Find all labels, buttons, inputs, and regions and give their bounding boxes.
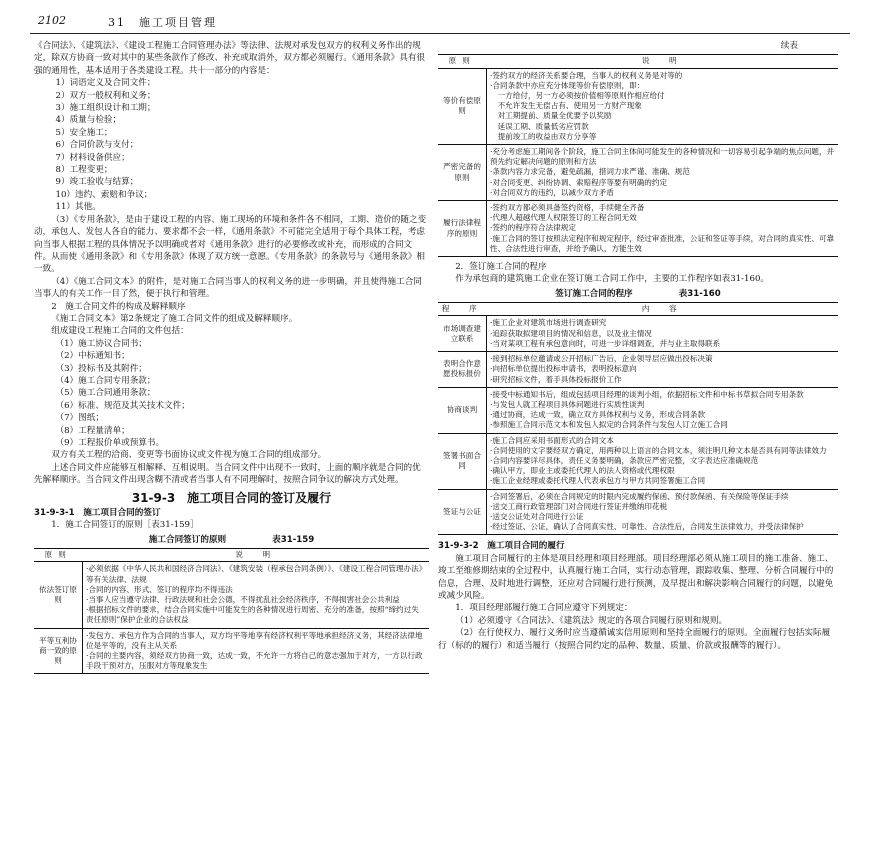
table-row (438, 68, 838, 144)
cell-line: ·合同使用的文字要经双方确定，用两种以上语言的合同文本，须注明几种文本是否具有同等法律效力 (490, 445, 827, 455)
column-header: 原则 (438, 55, 487, 68)
subsection-title: 31-9-3-2 施工项目合同的履行 (438, 541, 565, 552)
table-159 (34, 548, 429, 674)
list-item: 1）词语定义及合同文件； (55, 78, 156, 89)
table-159-continued (438, 54, 838, 257)
content-cell (487, 387, 839, 433)
header-rule (30, 33, 850, 34)
cell-line: ·当对某项工程有承包意向时，可进一步详细调查，并与业主取得联系 (490, 338, 721, 348)
cell-line: ·合同签署后，必须在合同规定的时限内完成履约保函、预付款保函、有关保险等保证手续 (490, 491, 789, 501)
cell-line: 对工期提前、质量全优要予以奖励 (490, 111, 612, 121)
cell-line: ·接到招标单位邀请或公开招标广告后，企业领导层应做出投标决策 (490, 354, 713, 364)
continued-label: 续表 (780, 41, 798, 51)
table-caption-text: 签订施工合同的程序 (555, 288, 633, 299)
general-clauses-list (34, 77, 429, 213)
list-item: （5）施工合同通用条款； (55, 388, 156, 399)
table-number: 表31-160 (678, 288, 721, 299)
list-item: （4）施工合同专用条款； (55, 375, 156, 386)
principle-cell: 等价有偿原则 (438, 68, 487, 144)
table-row (438, 489, 838, 535)
list-item: （6）标准、规范及其关技术文件； (55, 400, 190, 411)
cell-line: ·经过签证、公证，确认了合同真实性、可靠性、合法性后，合同发生法律效力，并受法律保护 (490, 522, 804, 532)
paragraph: 作为承包商的建筑施工企业在签订施工合同工作中，主要的工作程序如表31-160。 (455, 274, 770, 285)
cell-line: ·合同内容要详尽具体，责任义务要明确，条款应严密完整，文字表达应准确规范 (490, 455, 759, 465)
principle-cell: 履行法律程序的原则 (438, 201, 487, 257)
intro-paragraph: 《合同法》、《建筑法》、《建设工程施工合同管理办法》等法律、法规对承发包双方的权利义务作出的规定，除双方协商一致对其中的某些条款作了修改、补充或取消外，双方都必须履行。《通用条款》具有很强的通用性，基本适用于各类建设工程。共十一部分的内容是： (34, 41, 426, 76)
cell-line: ·确认甲方，即业主或委托代理人的法人资格或代理权限 (490, 466, 675, 476)
cell-line: ·送交公证处对合同进行公证 (490, 511, 584, 521)
chapter-title: 31 施工项目管理 (108, 16, 217, 29)
list-item: （9）工程报价单或预算书。 (55, 438, 165, 448)
list-item: （2）中标通知书； (55, 351, 130, 362)
list-item: 11）其他。 (55, 202, 101, 213)
list-item: （3）投标书及其附件； (55, 363, 147, 374)
table-160 (438, 302, 838, 535)
content-cell (487, 433, 839, 489)
cell-line: ·代理人超越代理人权限签订的工程合同无效 (490, 213, 637, 223)
cell-line: ·条款内容力求完备，避免疏漏，措词力求严谨、准确、规范 (490, 167, 690, 177)
table-row (438, 433, 838, 489)
step-cell: 表明合作意愿投标报价 (438, 352, 487, 388)
subsection-title: 31-9-3-1 施工项目合同的签订 (34, 508, 161, 519)
page-header (38, 14, 850, 34)
list-item: 2）双方一般权利和义务； (55, 90, 156, 101)
table-row (438, 145, 838, 201)
cell-line: ·接受中标通知书后，组成包括项目经理的谈判小组，依据招标文件和中标书草拟合同专用条款 (490, 389, 804, 399)
list-item: （1）施工协议合同书； (55, 338, 147, 349)
cell-line: ·对合同变更、纠纷协调、索赔程序等要有明确的约定 (490, 177, 668, 187)
cell-line: ·追踪获取拟建项目的情况和信息，以及业主情况 (490, 328, 652, 338)
table-row (34, 628, 429, 674)
list-item: 10）违约、索赔和争议； (55, 189, 153, 200)
content-cell (487, 489, 839, 535)
cell-line: ·充分考虑施工期间各个阶段，施工合同主体间可能发生的各种情况和一切容易引起争端的焦点问题，并预先约定解决问题的原则和方法 (490, 147, 835, 167)
column-header: 程 序 (438, 303, 487, 316)
table-row (438, 352, 838, 388)
cell-line: ·对合同双方的违约，以减少双方矛盾 (490, 187, 614, 197)
table-reference: 1．施工合同签订的原则［表31-159］ (51, 520, 199, 531)
list-item: （7）图纸； (55, 413, 104, 424)
cell-line: ·根据招标文件的要求，结合合同实施中可能发生的各种情况进行周密、充分的准备，按照“缔约过失责任原则”保护企业的合法权益 (86, 605, 419, 625)
list-item: 8）工程变更； (55, 165, 113, 176)
content-cell (487, 316, 839, 352)
cell-line: ·参照施工合同示范文本和发包人拟定的合同条件与发包人订立施工合同 (490, 420, 728, 430)
list-item: （8）工程量清单； (55, 425, 130, 436)
list-item: 9）竣工验收与结算； (55, 177, 139, 188)
list-item: 5）安全施工； (55, 127, 113, 138)
paragraph: （2）在行使权力、履行义务时应当遵循诚实信用原则和坚持全面履行的原则。全面履行包括实际履行（标的的履行）和适当履行（按照合同约定的品种、数量、质量、价款或报酬等的履行）。 (438, 628, 831, 651)
step-cell: 签证与公证 (438, 489, 487, 535)
table-row (34, 562, 429, 628)
paragraph: 组成建设工程施工合同的文件包括： (51, 326, 189, 337)
left-column (34, 40, 429, 674)
cell-line: ·签约的程序符合法律规定 (490, 223, 576, 233)
cell-line: ·合同的主要内容，须经双方协商一致，达成一致，不允许一方将自己的意志强加于对方，一方以行政手段干预对方，压服对方等现象发生 (86, 651, 423, 671)
list-item: 3）施工组织设计和工期； (55, 103, 156, 114)
paragraph: 施工项目合同履行的主体是项目经理和项目经理部。项目经理部必须从施工项目的施工准备、施工、竣工至维修期结束的全过程中，认真履行施工合同，实行动态管理，跟踪收集、整理、分析合同履行中的信息，合理、及时地进行调整，还应对合同履行进行预测，及早提出和解决影响合同履行的问题，以避免或减少风险。 (438, 553, 834, 601)
cell-line: 一方给付，另一方必须按价值相等原则作相应给付 (490, 91, 665, 101)
contract-documents-list (34, 338, 429, 450)
list-item: 7）材料设备供应； (55, 152, 130, 163)
cell-line: 延误工期、质量低劣应罚款 (490, 121, 589, 131)
table-row (438, 316, 838, 352)
cell-line: ·施工企业对建筑市场进行调查研究 (490, 318, 607, 328)
cell-line: ·必须依据《中华人民共和国经济合同法》、《建筑安装（程承包合同条例）》、《建设工程合同管理办法》等有关法律、法规 (86, 564, 423, 584)
column-header: 说 明 (83, 549, 430, 562)
cell-line: ·施工合同的签订按照法定程序和规定程序，经过审查批准，公证和签证等手续，对合同的真实性、可靠性、合法性进行审查，并给予确认，方能生效 (490, 233, 835, 253)
section-title: 31-9-3 施工项目合同的签订及履行 (131, 490, 332, 505)
table-caption (34, 534, 429, 546)
cell-line: 不允许发生无偿占有、使用另一方财产现象 (490, 101, 642, 111)
column-header: 内 容 (487, 303, 839, 316)
table-caption-text: 施工合同签订的原则 (148, 534, 227, 545)
cell-line: ·施工合同应采用书面形式的合同文本 (490, 435, 614, 445)
table-caption (438, 288, 838, 300)
cell-line: 提前竣工的收益由双方分享等 (490, 131, 597, 141)
column-header: 原则 (34, 549, 83, 562)
content-cell (487, 352, 839, 388)
description-cell (487, 145, 839, 201)
cell-line: ·研究招标文件，着手具体投标报价工作 (490, 374, 622, 384)
description-cell (83, 628, 430, 674)
table-row (438, 387, 838, 433)
paragraph: 上述合同文件应能够互相解释、互相说明。当合同文件中出现不一致时，上面的顺序就是合同的优先解释顺序。当合同文件出现含糊不清或者当事人有不同理解时，按照合同争议的解决方式处理。 (34, 462, 421, 486)
column-header: 说 明 (487, 55, 839, 68)
subsection-heading: 2．签订施工合同的程序 (455, 262, 547, 273)
cell-line: ·签约双方的经济关系要合理，当事人的权利义务是对等的 (490, 70, 683, 80)
list-item: 6）合同价款与支付； (55, 140, 139, 151)
principle-cell: 平等互利协商一致的原则 (34, 628, 83, 674)
subsection-heading: 2 施工合同文件的构成及解释顺序 (51, 301, 186, 312)
step-cell: 协商谈判 (438, 387, 487, 433)
right-column (438, 40, 838, 652)
description-cell (83, 562, 430, 628)
cell-line: ·合同条款中亦应充分体现等价有偿原则，即： (490, 80, 645, 90)
cell-line: ·施工企业经理或委托代理人代表承包方与甲方共同签署施工合同 (490, 476, 706, 486)
cell-line: ·送交工商行政管理部门对合同进行签证并缴纳印花税 (490, 501, 668, 511)
paragraph: 1．项目经理部履行施工合同应遵守下列规定： (455, 603, 633, 614)
cell-line: ·合同的内容、形式、签订的程序均不得违法 (86, 584, 233, 594)
page-number: 2102 (38, 14, 66, 27)
cell-line: ·通过协商，达成一致，确立双方具体权利与义务，形成合同条款 (490, 410, 706, 420)
paragraph: （1）必须遵守《合同法》、《建筑法》规定的各项合同履行原则和规则。 (455, 615, 728, 626)
cell-line: ·签约双方都必须具备签约资格，手续健全齐备 (490, 203, 645, 213)
paragraph: 双方有关工程的洽商、变更等书面协议或文件视为施工合同的组成部分。 (51, 450, 327, 461)
step-cell: 市场调查建立联系 (438, 316, 487, 352)
list-item: 4）质量与检验； (55, 115, 122, 126)
cell-line: ·向招标单位提出投标申请书，表明投标意向 (490, 364, 637, 374)
step-cell: 签署书面合同 (438, 433, 487, 489)
special-clauses-paragraph: （3）《专用条款》，是由于建设工程的内容、施工现场的环境和条件各不相同，工期、造价的随之变动，承包人、发包人各自的能力、要求都不会一样，《通用条款》不可能完全适用于每个具体工程，考虑向当事人根据工程的具体情况予以明确或者对《通用条款》进行的必要修改或补充，而形成的合同文件。从而使《通用条款》和《专用条款》体现了双方统一意愿。《专用条款》的条款号与《通用条款》相一致。 (34, 214, 427, 275)
principle-cell: 严密完备的原则 (438, 145, 487, 201)
cell-line: ·当事人应当遵守法律、行政法规和社会公德，不得扰乱社会经济秩序，不得损害社会公共利益 (86, 595, 400, 605)
cell-line: ·与发包人就工程项目具体问题进行实质性谈判 (490, 399, 645, 409)
table-number: 表31-159 (272, 534, 315, 545)
table-row (438, 201, 838, 257)
principle-cell: 依法签订原则 (34, 562, 83, 628)
paragraph: 《施工合同文本》第2条规定了施工合同文件的组成及解释顺序。 (51, 313, 298, 324)
attachment-paragraph: （4）《施工合同文本》的附件，是对施工合同当事人的权利义务的进一步明确，并且使得施工合同当事人的有关工作一目了然，便于执行和管理。 (34, 276, 422, 300)
cell-line: ·发包方、承包方作为合同的当事人，双方均平等地享有经济权利平等地承担经济义务，其经济法律地位是平等的，没有主从关系 (86, 630, 423, 650)
description-cell (487, 68, 839, 144)
description-cell (487, 201, 839, 257)
